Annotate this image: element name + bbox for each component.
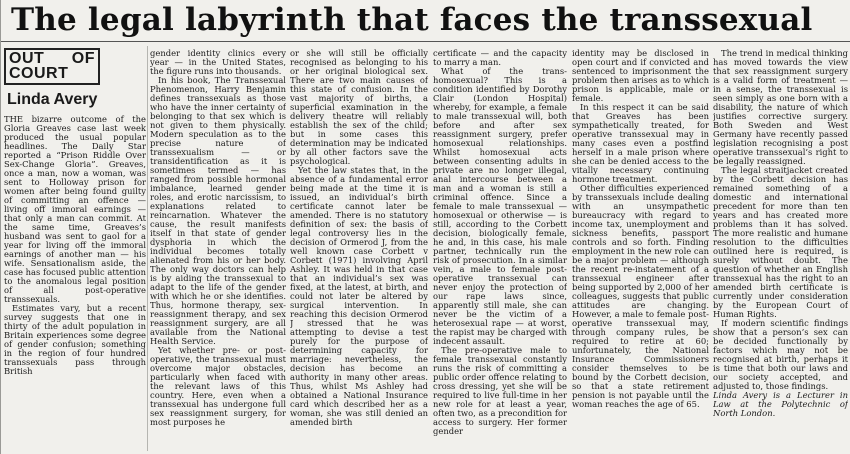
paragraph: The trend in medical thinking has moved towards the view that sex reassignment surgery is a valid form of treatment — in a sense, the transsexual is seen simply as one born with a disability, the nature of which justifies corrective surgery. Both Sweden and West Germany have recently passed legislation recognising a post operative transsexual’s right to be legally reassigned. bbox=[713, 49, 848, 166]
column-5 bbox=[572, 49, 709, 454]
paragraph: certificate — and the capacity to marry a man. bbox=[433, 49, 567, 67]
paragraph: or she will still be officially recognised as belonging to his or her original biological sex. There are two main causes of this state of confusion. In the vast majority of births, a superficial examination in the delivery theatre will reliably establish the sex of the child; but in some cases this determination may be indicated by all other factors save the psychological. bbox=[290, 49, 428, 166]
paragraph: What of the trans-homosexual? This is a condition identified by Dorothy Clair (London Hospital) whereby, for example, a female to male transsexual will, both before and after sex reassignment surgery, prefer homosexual relationships. Whilst homosexual acts between consenting adults in private are no longer illegal, anal intercourse between a man and a woman is still a criminal offence. Since a female to male transsexual — homosexual or otherwise — is still, according to the Corbett decision, biologically female, he and, in this case, his male partner, technically run the risk of prosecution. In a similar vein, a male to female post-operative transsexual can never enjoy the protection of our rape laws since, apparently still male, she can never be the victim of a heterosexual rape — at worst, the rapist may be charged with indecent assault. bbox=[433, 66, 567, 346]
column-3 bbox=[290, 49, 428, 454]
paragraph: identity may be disclosed in open court and if convicted and sentenced to imprisonment the problem then arises as to which prison is applicable, male or female. bbox=[572, 49, 709, 103]
paragraph: gender identity clinics every year — in the United States, the figure runs into thousands. bbox=[150, 49, 286, 76]
paragraph: The pre-operative male to female transsexual constantly runs the risk of committing a public order offence relating to cross dressing, yet she will be required to live full-time in her new role for at least a year, often two, as a precondition for access to surgery. Her former gender bbox=[433, 345, 567, 436]
paragraph: Yet the law states that, in the absence of a fundamental error being made at the time it is issued, an individual’s birth certificate cannot later be amended. There is no statutory definition of sex: the basis of legal controversy lies in the decision of Ormerod J, from the well known case Corbett v Corbett (1971) involving April Ashley. It was held in that case that an individual’s sex was fixed, at the latest, at birth, and could not later be altered by surgical intervention. In reaching this decision Ormerod J stressed that he was attempting to devise a test purely for the purpose of determining capacity for marriage: nevertheless, the decision has become an authority in many other areas. Thus, whilst Ms Ashley had obtained a National Insurance card which described her as a woman, she was still denied an amended birth bbox=[290, 165, 428, 427]
column-2 bbox=[150, 49, 286, 454]
paragraph: Yet whether pre- or post-operative, the transsexual must overcome major obstacles, particularly when faced with the relevant laws of this country. Here, even when a transsexual has undergone full sex reassignment surgery, for most purposes he bbox=[150, 345, 286, 427]
byline: Linda Avery bbox=[7, 91, 98, 108]
column-4 bbox=[433, 49, 567, 454]
paragraph: The legal straitjacket created by the Corbett decision has remained something of a domestic and international precedent for more than ten years and has created more problems than it has solved. The more realistic and humane resolution to the difficulties outlined here is required, is surely without doubt. The question of whether an English transsexual has the right to an amended birth certificate is currently under consideration by the European Court of Human Rights. bbox=[713, 165, 848, 319]
column-1 bbox=[4, 46, 146, 451]
headline: The legal labyrinth that faces the transsexual bbox=[11, 2, 813, 38]
paragraph: In this respect it can be said that Greaves has been sympathetically treated, for operative transsexual may in many cases even a postfind herself in a male prison where she can be denied access to the vitally necessary continuing hormone treatment. bbox=[572, 102, 709, 184]
column-6 bbox=[713, 49, 848, 454]
paragraph: Other difficulties experienced by transsexuals include dealing with an unsympathetic bureaucracy with regard to income tax, unemployment and sickness benefits, passport controls and so forth. Finding employment in the new role can be a major problem — although the recent re-instatement of a transsexual engineer after being supported by 2,000 of her colleagues, suggests that public attitudes are changing. However, a male to female post-operative transsexual may, through company rules, be required to retire at 60; unfortunately, the National Insurance Commissioners consider themselves to be bound by the Corbett decision, so that a state retirement pension is not payable until the woman reaches the age of 65. bbox=[572, 183, 709, 409]
paragraph: THE bizarre outcome of the Gloria Greaves case last week produced the usual popular headlines. The Daily Star reported a “Prison Riddle Over Sex-Change Gloria”. Greaves, once a man, now a woman, was sent to Holloway prison for women after being found guilty of committing an offence — living off immoral earnings — that only a man can commit. At the same time, Greaves’s husband was sent to gaol for a year for living off the immoral earnings of another man — his wife. Sensationalism aside, the case has focused public attention to the anomalous legal position of all post-operative transsexuals. bbox=[4, 114, 146, 304]
headline-rule bbox=[1, 41, 850, 42]
author-footnote: Linda Avery is a Lecturer in Law at the Polytechnic of North London. bbox=[713, 390, 848, 418]
column-kicker-box: OUT OF COURT bbox=[4, 48, 100, 85]
column-divider bbox=[147, 46, 148, 451]
paragraph: In his book, The Transsexual Phenomenon, Harry Benjamin defines transsexuals as those who have the inner certainty of belonging to that sex which is not given to them physically. Modern speculation as to the precise nature of transsexualism — or transidentification as it is sometimes termed — has ranged from possible hormonal imbalance, learned gender roles, and erotic narcissism, to explanations related to reincarnation. Whatever the cause, the result manifests itself in that state of gender dysphoria in which the individual becomes totally alienated from his or her body. The only way doctors can help is by aiding the transsexual to adapt to the life of the gender with which he or she identifies. Thus, hormone therapy, sex-reassignment therapy, and sex reassignment surgery, are all available from the National Health Service. bbox=[150, 75, 286, 346]
paragraph: If modern scientific findings show that a person’s sex can be decided functionally by factors which may not be recognised at birth, perhaps it is time that both our laws and our society accepted, and adjusted to, those findings. bbox=[713, 318, 848, 391]
paragraph: Estimates vary, but a recent survey suggests that one in thirty of the adult population in Britain experiences some degree of gender confusion; something in the region of four hundred transsexuals pass through British bbox=[4, 303, 146, 376]
